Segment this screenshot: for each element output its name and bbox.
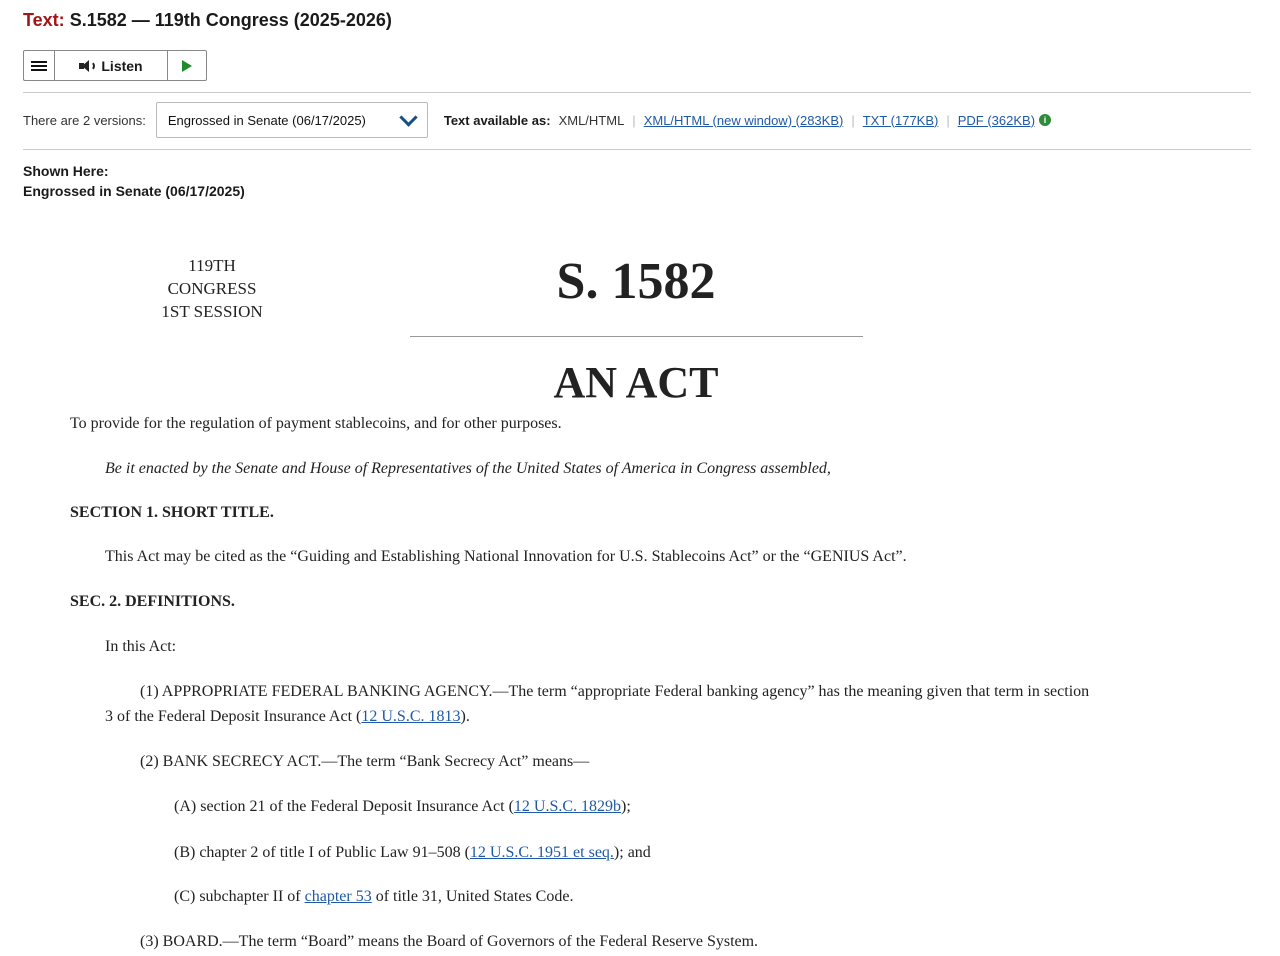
listen-button[interactable]: [55, 51, 168, 80]
hamburger-icon: [31, 59, 47, 73]
bill-number: S. 1582: [556, 253, 716, 310]
section-1-heading: SECTION 1. SHORT TITLE.: [70, 504, 274, 521]
text: (A) section 21 of the Federal Deposit Insurance Act (: [174, 798, 514, 815]
version-select[interactable]: [156, 102, 428, 138]
chevron-down-icon: [399, 108, 417, 126]
play-icon: [182, 60, 192, 72]
versions-bar: [23, 100, 1051, 140]
purpose: To provide for the regulation of payment stablecoins, and for other purposes.: [70, 415, 562, 432]
usc-1813-link[interactable]: 12 U.S.C. 1813: [361, 708, 461, 725]
chapter-53-link[interactable]: chapter 53: [304, 888, 372, 905]
definition-2a: [174, 794, 631, 819]
xml-new-window-link[interactable]: XML/HTML (new window) (283KB): [643, 112, 844, 128]
version-select-value: Engrossed in Senate (06/17/2025): [167, 112, 366, 128]
congress-number: 119TH CONGRESS: [167, 256, 257, 298]
txt-link[interactable]: TXT (177KB): [862, 112, 939, 128]
definition-2b: [174, 840, 651, 865]
current-format: XML/HTML: [558, 112, 625, 128]
text: ).: [460, 708, 470, 725]
formats: [444, 113, 1051, 128]
shown-here: [23, 161, 245, 201]
definition-1-line-1: (1) APPROPRIATE FEDERAL BANKING AGENCY.—The term “appropriate Federal banking agency” has the meaning given that term in section: [140, 683, 1090, 700]
definition-2: (2) BANK SECRECY ACT.—The term “Bank Secrecy Act” means—: [140, 753, 590, 770]
text: (C) subchapter II of: [174, 888, 305, 905]
definition-2c: [174, 884, 573, 909]
shown-here-version: Engrossed in Senate (06/17/2025): [23, 183, 245, 199]
info-icon[interactable]: i: [1039, 114, 1051, 126]
versions-label: There are 2 versions:: [23, 112, 146, 128]
text: );: [621, 798, 631, 815]
section-1-text: This Act may be cited as the “Guiding and Establishing National Innovation for U.S. Stablecoins Act” or the “GENIUS Act”.: [105, 548, 907, 565]
menu-button[interactable]: [24, 51, 55, 80]
text: 3 of the Federal Deposit Insurance Act (: [105, 708, 362, 725]
usc-1951-link[interactable]: 12 U.S.C. 1951 et seq.: [469, 844, 614, 861]
text: ); and: [613, 844, 651, 861]
play-button[interactable]: [168, 51, 206, 80]
definition-1-line-2: [105, 704, 470, 729]
text-label: Text:: [23, 10, 65, 30]
text: (B) chapter 2 of title I of Public Law 91–508 (: [174, 844, 470, 861]
shown-here-label: Shown Here:: [23, 163, 109, 179]
session-number: 1ST SESSION: [161, 302, 263, 321]
text: of title 31, United States Code.: [371, 888, 574, 905]
separator: |: [851, 112, 855, 128]
bill-title: S.1582 — 119th Congress (2025-2026): [69, 10, 392, 30]
separator: |: [946, 112, 950, 128]
section-2-intro: In this Act:: [105, 638, 177, 655]
divider: [23, 149, 1251, 150]
pdf-link[interactable]: PDF (362KB): [957, 112, 1036, 128]
listen-toolbar: [23, 50, 207, 81]
enacting-clause: Be it enacted by the Senate and House of Representatives of the United States of America in Congress assembled,: [105, 460, 831, 477]
definition-3: (3) BOARD.—The term “Board” means the Board of Governors of the Federal Reserve System.: [140, 933, 759, 950]
speaker-icon: [79, 59, 95, 73]
formats-label: Text available as:: [443, 112, 551, 128]
listen-label: Listen: [101, 57, 143, 74]
act-heading: AN ACT: [553, 358, 719, 407]
section-2-heading: SEC. 2. DEFINITIONS.: [70, 593, 235, 610]
usc-1829b-link[interactable]: 12 U.S.C. 1829b: [513, 798, 622, 815]
divider: [23, 92, 1251, 93]
separator: |: [632, 112, 636, 128]
document-divider: [410, 336, 863, 337]
page-title: [23, 10, 392, 31]
